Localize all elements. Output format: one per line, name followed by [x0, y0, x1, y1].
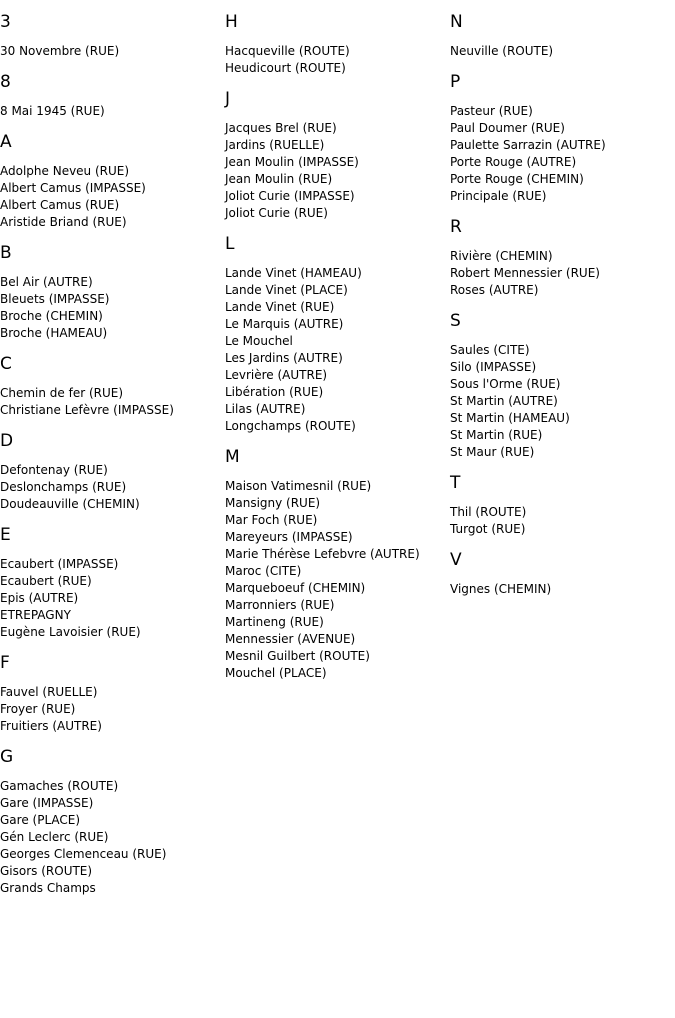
- street-link[interactable]: Martineng (RUE): [225, 615, 324, 629]
- street-list: [450, 103, 672, 205]
- street-link[interactable]: Saules (CITE): [450, 343, 530, 357]
- street-link[interactable]: St Martin (RUE): [450, 428, 543, 442]
- street-link[interactable]: Marqueboeuf (CHEMIN): [225, 581, 366, 595]
- street-link[interactable]: Mesnil Guilbert (ROUTE): [225, 649, 370, 663]
- street-link[interactable]: Le Marquis (AUTRE): [225, 317, 344, 331]
- street-link[interactable]: Joliot Curie (IMPASSE): [225, 189, 355, 203]
- street-link[interactable]: Levrière (AUTRE): [225, 368, 328, 382]
- street-link[interactable]: Grands Champs: [0, 881, 96, 895]
- street-list: [225, 478, 447, 682]
- street-list: [0, 462, 222, 513]
- letter-group: [450, 72, 672, 205]
- letter-group: [450, 550, 672, 598]
- street-link[interactable]: St Martin (HAMEAU): [450, 411, 570, 425]
- street-link[interactable]: Heudicourt (ROUTE): [225, 61, 346, 75]
- street-link[interactable]: Doudeauville (CHEMIN): [0, 497, 140, 511]
- street-list: [0, 43, 222, 60]
- street-link[interactable]: Ecaubert (RUE): [0, 574, 92, 588]
- street-link[interactable]: Porte Rouge (AUTRE): [450, 155, 577, 169]
- letter-group: [450, 217, 672, 299]
- letter-heading: G: [0, 747, 14, 767]
- street-link[interactable]: Fruitiers (AUTRE): [0, 719, 102, 733]
- letter-heading: T: [450, 473, 461, 493]
- street-list: [225, 120, 447, 222]
- street-list: [0, 385, 222, 419]
- letter-group: [225, 12, 447, 77]
- letter-heading: 8: [0, 72, 11, 92]
- letter-group: [225, 447, 447, 682]
- street-link[interactable]: Maison Vatimesnil (RUE): [225, 479, 372, 493]
- street-link[interactable]: Defontenay (RUE): [0, 463, 108, 477]
- street-link[interactable]: Turgot (RUE): [450, 522, 526, 536]
- street-link[interactable]: 8 Mai 1945 (RUE): [0, 104, 105, 118]
- street-link[interactable]: Gisors (ROUTE): [0, 864, 93, 878]
- letter-heading: S: [450, 311, 461, 331]
- street-link[interactable]: St Maur (RUE): [450, 445, 535, 459]
- street-list: [450, 342, 672, 461]
- street-link[interactable]: Lande Vinet (HAMEAU): [225, 266, 362, 280]
- letter-heading: V: [450, 550, 462, 570]
- street-link[interactable]: Bel Air (AUTRE): [0, 275, 93, 289]
- street-list: [225, 43, 447, 77]
- street-link[interactable]: Les Jardins (AUTRE): [225, 351, 343, 365]
- street-link[interactable]: Robert Mennessier (RUE): [450, 266, 600, 280]
- letter-heading: H: [225, 12, 238, 32]
- letter-group: [0, 12, 222, 60]
- street-link[interactable]: Mareyeurs (IMPASSE): [225, 530, 353, 544]
- letter-heading: L: [225, 234, 235, 254]
- street-link[interactable]: Mansigny (RUE): [225, 496, 321, 510]
- letter-group: [450, 473, 672, 538]
- street-link[interactable]: Sous l'Orme (RUE): [450, 377, 561, 391]
- letter-group: [225, 234, 447, 435]
- letter-group: [225, 89, 447, 222]
- street-link[interactable]: Lilas (AUTRE): [225, 402, 306, 416]
- street-link[interactable]: Broche (CHEMIN): [0, 309, 103, 323]
- index-column-1: [0, 0, 222, 907]
- letter-heading: 3: [0, 12, 11, 32]
- street-link[interactable]: Mar Foch (RUE): [225, 513, 318, 527]
- street-link[interactable]: Gén Leclerc (RUE): [0, 830, 109, 844]
- street-list: [450, 248, 672, 299]
- letter-heading: F: [0, 653, 10, 673]
- letter-group: [450, 311, 672, 461]
- street-link[interactable]: Rivière (CHEMIN): [450, 249, 553, 263]
- street-list: [0, 163, 222, 231]
- street-list: [225, 265, 447, 435]
- street-list: [0, 556, 222, 641]
- street-link[interactable]: Porte Rouge (CHEMIN): [450, 172, 584, 186]
- street-link[interactable]: Lande Vinet (RUE): [225, 300, 335, 314]
- letter-heading: C: [0, 354, 12, 374]
- street-link[interactable]: ETREPAGNY: [0, 608, 71, 622]
- letter-group: [0, 431, 222, 513]
- street-link[interactable]: Jean Moulin (IMPASSE): [225, 155, 359, 169]
- letter-group: [450, 12, 672, 60]
- street-list: [0, 103, 222, 120]
- street-link[interactable]: Albert Camus (RUE): [0, 198, 120, 212]
- letter-group: [0, 525, 222, 641]
- letter-heading: N: [450, 12, 463, 32]
- street-link[interactable]: Libération (RUE): [225, 385, 324, 399]
- street-link[interactable]: Deslonchamps (RUE): [0, 480, 127, 494]
- street-link[interactable]: Adolphe Neveu (RUE): [0, 164, 130, 178]
- letter-heading: P: [450, 72, 461, 92]
- street-list: [0, 684, 222, 735]
- index-column-2: [225, 0, 447, 692]
- street-link[interactable]: Georges Clemenceau (RUE): [0, 847, 167, 861]
- street-link[interactable]: Gare (IMPASSE): [0, 796, 94, 810]
- letter-heading: M: [225, 447, 240, 467]
- letter-heading: J: [225, 89, 231, 109]
- letter-group: [0, 747, 222, 897]
- street-link[interactable]: Paul Doumer (RUE): [450, 121, 565, 135]
- street-link[interactable]: Epis (AUTRE): [0, 591, 79, 605]
- index-column-3: [450, 0, 672, 608]
- street-link[interactable]: Eugène Lavoisier (RUE): [0, 625, 141, 639]
- street-link[interactable]: Jean Moulin (RUE): [225, 172, 333, 186]
- street-link[interactable]: Vignes (CHEMIN): [450, 582, 552, 596]
- street-link[interactable]: Broche (HAMEAU): [0, 326, 108, 340]
- street-list: [450, 43, 672, 60]
- street-link[interactable]: Jacques Brel (RUE): [225, 121, 337, 135]
- street-link[interactable]: Mouchel (PLACE): [225, 666, 327, 680]
- letter-group: [0, 653, 222, 735]
- street-link[interactable]: Marronniers (RUE): [225, 598, 335, 612]
- street-link[interactable]: Albert Camus (IMPASSE): [0, 181, 146, 195]
- street-link[interactable]: Bleuets (IMPASSE): [0, 292, 110, 306]
- street-link[interactable]: Thil (ROUTE): [450, 505, 527, 519]
- street-list: [0, 778, 222, 897]
- letter-group: [0, 132, 222, 231]
- street-link[interactable]: Gare (PLACE): [0, 813, 81, 827]
- street-link[interactable]: Jardins (RUELLE): [225, 138, 325, 152]
- street-link[interactable]: Marie Thérèse Lefebvre (AUTRE): [225, 547, 420, 561]
- street-link[interactable]: Maroc (CITE): [225, 564, 302, 578]
- street-link[interactable]: St Martin (AUTRE): [450, 394, 558, 408]
- letter-heading: E: [0, 525, 11, 545]
- street-link[interactable]: Froyer (RUE): [0, 702, 76, 716]
- street-link[interactable]: Hacqueville (ROUTE): [225, 44, 350, 58]
- street-link[interactable]: Le Mouchel: [225, 334, 293, 348]
- letter-group: [0, 243, 222, 342]
- street-list: [450, 581, 672, 598]
- street-link[interactable]: Joliot Curie (RUE): [225, 206, 328, 220]
- street-link[interactable]: Pasteur (RUE): [450, 104, 533, 118]
- street-link[interactable]: Aristide Briand (RUE): [0, 215, 127, 229]
- street-link[interactable]: Christiane Lefèvre (IMPASSE): [0, 403, 174, 417]
- street-link[interactable]: Mennessier (AVENUE): [225, 632, 356, 646]
- street-link[interactable]: Gamaches (ROUTE): [0, 779, 119, 793]
- letter-heading: D: [0, 431, 14, 451]
- street-link[interactable]: Roses (AUTRE): [450, 283, 539, 297]
- street-link[interactable]: Fauvel (RUELLE): [0, 685, 98, 699]
- street-link[interactable]: Silo (IMPASSE): [450, 360, 537, 374]
- letter-heading: R: [450, 217, 462, 237]
- street-link[interactable]: Principale (RUE): [450, 189, 547, 203]
- letter-group: [0, 72, 222, 120]
- street-link[interactable]: Longchamps (ROUTE): [225, 419, 356, 433]
- street-list: [0, 274, 222, 342]
- street-link[interactable]: Lande Vinet (PLACE): [225, 283, 348, 297]
- letter-heading: B: [0, 243, 12, 263]
- street-link[interactable]: Chemin de fer (RUE): [0, 386, 124, 400]
- street-list: [450, 504, 672, 538]
- letter-group: [0, 354, 222, 419]
- street-link[interactable]: Paulette Sarrazin (AUTRE): [450, 138, 606, 152]
- street-link[interactable]: 30 Novembre (RUE): [0, 44, 120, 58]
- street-link[interactable]: Neuville (ROUTE): [450, 44, 554, 58]
- street-link[interactable]: Ecaubert (IMPASSE): [0, 557, 119, 571]
- letter-heading: A: [0, 132, 12, 152]
